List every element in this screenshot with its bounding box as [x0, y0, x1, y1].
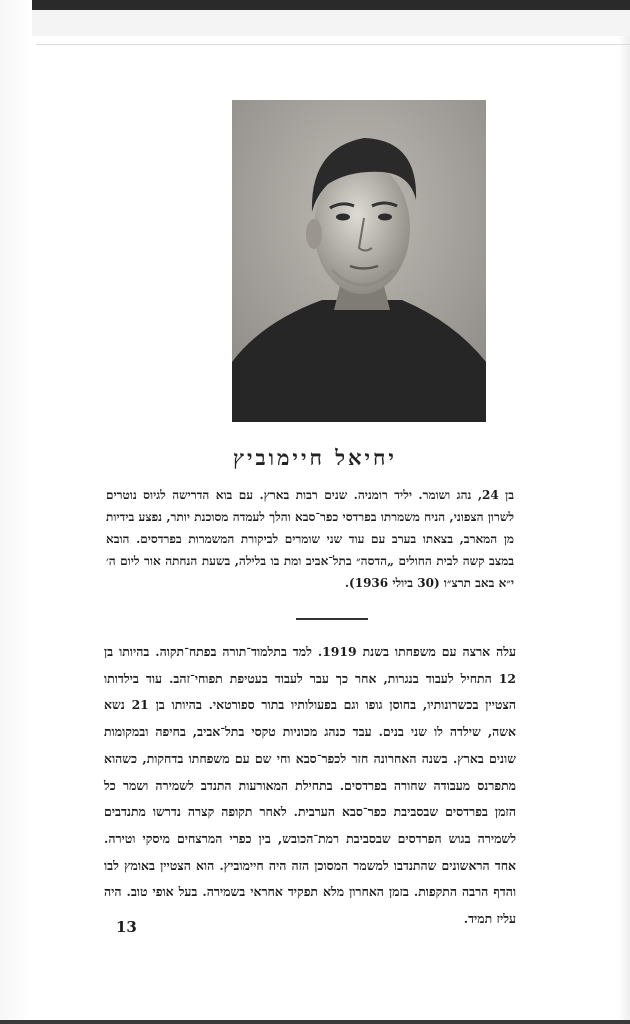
portrait-illustration	[232, 100, 486, 422]
scan-top-border	[32, 0, 630, 10]
person-name-heading: יחיאל חיימוביץ	[233, 445, 397, 470]
scan-bottom-border	[0, 1020, 630, 1024]
section-divider	[296, 618, 368, 620]
page-fold-line	[36, 44, 630, 45]
scan-right-edge	[618, 0, 630, 1024]
biography-paragraph: עלה ארצה עם משפחתו בשנת 1919. למד בתלמוד־תורה בפתח־תקוה. בהיותו בן 12 התחיל לעבוד בנגרות, אחר כך עבר לעבוד בעטיפת תפוחי־זהב. עוד בילדותו הצטיין בכשרונותיו, בחוסן גופו וגם בפעולותיו בתור ספורטאי. בהיותו בן 21 נשא אשה, שילדה לו שני בנים. עבד כנהג מכוניות טקסי בתל־אביב, בחיפה ובמקומות שונים בארץ. בשנה האחרונה חזר לכפר־סבא וחי שם עם משפחתו בדחקות, כשהוא מתפרנס מעבודה שחורה בפרדסים. בתחילת המאורעות התנדב לשמירה ושמר כל הזמן בפרדסים שבסביבת כפר־סבא הערבית. לאחר תקופה קצרה נדרשו מתנדבים לשמירה בגוש הפרדסים שבסביבת רמת־הכובש, בין כפרי המרצחים מיסקי וטירה. אחד הראשונים שהתנדבו למשמר המסוכן הזה היה חיימוביץ. הוא הצטיין באומץ לבו והדף הרבה התקפות. בזמן האחרון מלא תפקיד אחראי בשמירה. בעל אופי טוב. היה עליז תמיד.	[104, 644, 517, 927]
portrait-photo	[232, 100, 486, 422]
page-number: 13	[116, 918, 137, 936]
scan-left-edge	[0, 0, 34, 1024]
intro-paragraph: בן 24, נהג ושומר. יליד רומניה. שנים רבות בארץ. עם בוא הדרישה לגיוס נוטרים לשרון הצפוני, הניח משמרתו בפרדסי כפר־סבא והלך לעמדה מסוכנת יותר, נפצע בידיות מן המארב, בצאתו בערב עם עוד שני שומרים לביקורת המשמרות בפרדסים. הובא במצב קשה לבית החולים „הדסה״ בתל־אביב ומת בו בלילה, בשעת הנחתה אור ליום ה׳ י״א באב תרצ״ו (30 ביולי 1936).	[106, 488, 514, 590]
scan-top-strip	[32, 10, 630, 36]
